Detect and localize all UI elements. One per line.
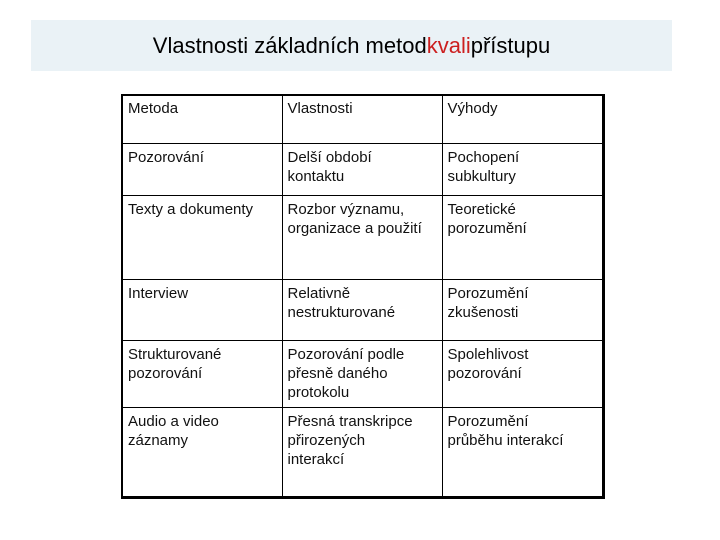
header-cell-properties: Vlastnosti	[282, 95, 442, 143]
header-cell-method: Metoda	[122, 95, 282, 143]
advantages-cell: Spolehlivost pozorování	[442, 340, 603, 407]
title-text-end: přístupu	[470, 32, 551, 58]
method-cell: Texty a dokumenty	[122, 195, 282, 279]
table-row	[122, 195, 603, 279]
method-cell: Pozorování	[122, 143, 282, 195]
table-row	[122, 279, 603, 340]
methods-table	[121, 94, 605, 499]
title-highlight-word: kvali	[426, 32, 471, 58]
method-cell: Interview	[122, 279, 282, 340]
properties-cell: Přesná transkripce přirozených interakcí	[282, 407, 442, 497]
method-cell: Audio a video záznamy	[122, 407, 282, 497]
properties-cell: Delší období kontaktu	[282, 143, 442, 195]
advantages-cell: Porozumění zkušenosti	[442, 279, 603, 340]
header-cell-advantages: Výhody	[442, 95, 603, 143]
slide-title	[31, 20, 672, 71]
properties-cell: Relativně nestrukturované	[282, 279, 442, 340]
advantages-cell: Pochopení subkultury	[442, 143, 603, 195]
table-row	[122, 143, 603, 195]
properties-cell: Rozbor významu, organizace a použití	[282, 195, 442, 279]
table-header-row	[122, 95, 603, 143]
title-band	[31, 20, 672, 71]
method-cell: Strukturované pozorování	[122, 340, 282, 407]
title-text-start: Vlastnosti základních metod	[152, 32, 427, 58]
table-row	[122, 407, 603, 497]
properties-cell: Pozorování podle přesně daného protokolu	[282, 340, 442, 407]
table-row	[122, 340, 603, 407]
advantages-cell: Teoretické porozumění	[442, 195, 603, 279]
advantages-cell: Porozumění průběhu interakcí	[442, 407, 603, 497]
